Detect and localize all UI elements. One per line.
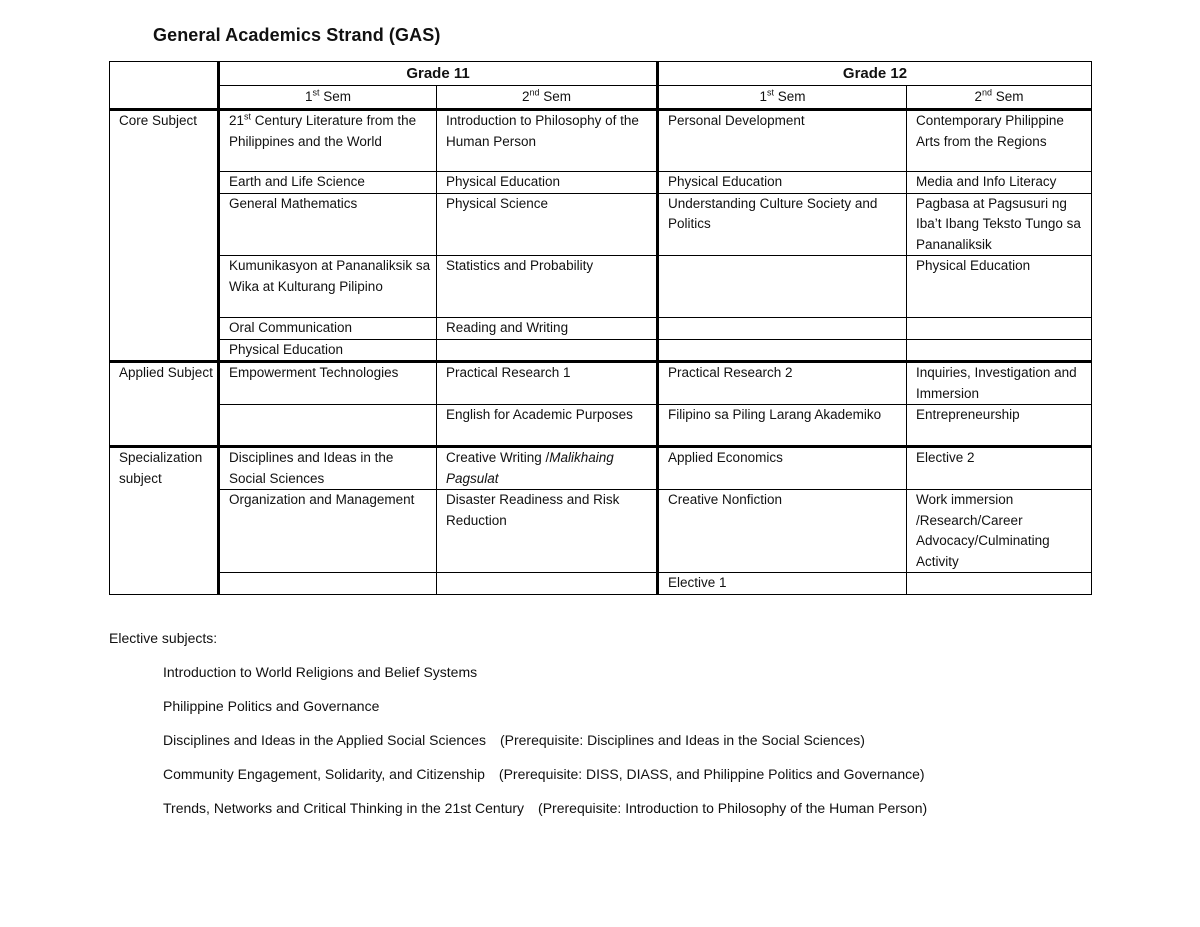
table-cell xyxy=(907,339,1092,362)
table-cell: Inquiries, Investigation and Immersion xyxy=(907,362,1092,405)
table-cell: Reading and Writing xyxy=(437,318,658,340)
table-cell: Physical Science xyxy=(437,193,658,256)
table-cell: English for Academic Purposes xyxy=(437,405,658,447)
table-cell: Entrepreneurship xyxy=(907,405,1092,447)
sem-header-g11-1: 1st Sem xyxy=(219,86,437,110)
table-cell xyxy=(437,573,658,595)
table-cell: Empowerment Technologies xyxy=(219,362,437,405)
table-cell: Physical Education xyxy=(219,339,437,362)
grade-12-header: Grade 12 xyxy=(658,62,1092,86)
table-cell xyxy=(658,256,907,318)
table-cell: Applied Economics xyxy=(658,447,907,490)
table-cell xyxy=(219,573,437,595)
category-core: Core Subject xyxy=(110,110,219,362)
table-cell: Contemporary Philippine Arts from the Regions xyxy=(907,110,1092,172)
table-cell: Physical Education xyxy=(907,256,1092,318)
table-cell: Organization and Management xyxy=(219,490,437,573)
table-cell xyxy=(907,318,1092,340)
elective-heading: Elective subjects: xyxy=(109,630,218,646)
table-cell: Filipino sa Piling Larang Akademiko xyxy=(658,405,907,447)
table-cell: Practical Research 2 xyxy=(658,362,907,405)
table-cell: Creative Nonfiction xyxy=(658,490,907,573)
corner-cell xyxy=(110,62,219,110)
table-cell xyxy=(658,318,907,340)
table-cell xyxy=(437,339,658,362)
elective-item: Community Engagement, Solidarity, and Citizenship (Prerequisite: DISS, DIASS, and Philippine Politics and Governance) xyxy=(163,766,925,782)
table-cell: Physical Education xyxy=(658,172,907,194)
table-cell: 21st Century Literature from the Philippines and the World xyxy=(219,110,437,172)
elective-item: Disciplines and Ideas in the Applied Social Sciences (Prerequisite: Disciplines and Ideas in the Social Sciences) xyxy=(163,732,865,748)
table-cell: Media and Info Literacy xyxy=(907,172,1092,194)
category-applied: Applied Subject xyxy=(110,362,219,447)
table-cell: Personal Development xyxy=(658,110,907,172)
elective-item: Philippine Politics and Governance xyxy=(163,698,380,714)
grade-11-header: Grade 11 xyxy=(219,62,658,86)
elective-item: Introduction to World Religions and Belief Systems xyxy=(163,664,478,680)
table-cell: Practical Research 1 xyxy=(437,362,658,405)
sem-header-g12-1: 1st Sem xyxy=(658,86,907,110)
table-cell: Statistics and Probability xyxy=(437,256,658,318)
table-cell: Kumunikasyon at Pananaliksik sa Wika at Kulturang Pilipino xyxy=(219,256,437,318)
table-cell xyxy=(907,573,1092,595)
sem-header-g11-2: 2nd Sem xyxy=(437,86,658,110)
table-cell: Work immersion /Research/Career Advocacy/Culminating Activity xyxy=(907,490,1092,573)
table-cell: Elective 1 xyxy=(658,573,907,595)
table-cell xyxy=(658,339,907,362)
table-cell: Disciplines and Ideas in the Social Sciences xyxy=(219,447,437,490)
table-cell: Physical Education xyxy=(437,172,658,194)
table-cell: Disaster Readiness and Risk Reduction xyxy=(437,490,658,573)
document-title: General Academics Strand (GAS) xyxy=(153,25,441,45)
table-cell: Creative Writing /Malikhaing Pagsulat xyxy=(437,447,658,490)
elective-item: Trends, Networks and Critical Thinking in the 21st Century (Prerequisite: Introduction to Philosophy of the Human Person) xyxy=(163,800,928,816)
sem-header-g12-2: 2nd Sem xyxy=(907,86,1092,110)
table-cell: Pagbasa at Pagsusuri ng Iba’t Ibang Teksto Tungo sa Pananaliksik xyxy=(907,193,1092,256)
table-cell: Oral Communication xyxy=(219,318,437,340)
table-cell: Earth and Life Science xyxy=(219,172,437,194)
category-specialization: Specialization subject xyxy=(110,447,219,595)
table-cell xyxy=(219,405,437,447)
table-cell: Understanding Culture Society and Politics xyxy=(658,193,907,256)
table-cell: Elective 2 xyxy=(907,447,1092,490)
curriculum-table xyxy=(109,61,1092,595)
table-cell: Introduction to Philosophy of the Human Person xyxy=(437,110,658,172)
table-cell: General Mathematics xyxy=(219,193,437,256)
